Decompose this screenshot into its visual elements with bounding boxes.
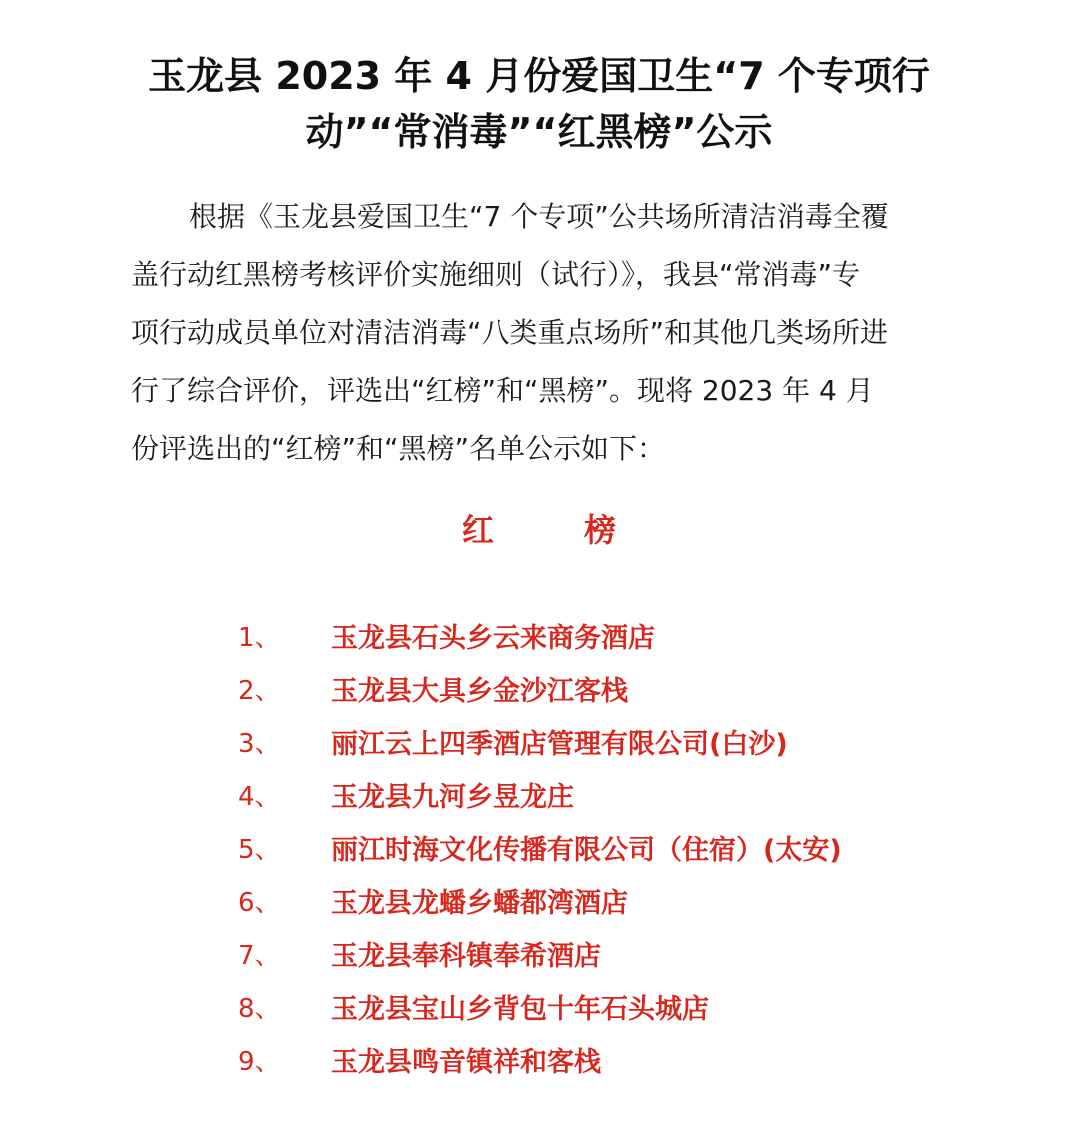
- title-line-1: 玉龙县 2023 年 4 月份爱国卫生“7 个专项行: [148, 54, 930, 98]
- list-item-name: 玉龙县奉科镇奉希酒店: [331, 941, 601, 972]
- list-item-number: 4、: [238, 782, 281, 812]
- list-item: [238, 983, 1038, 1036]
- red-list-heading-right: 榜: [584, 511, 617, 549]
- list-item-number: 7、: [238, 941, 281, 971]
- document-title: [0, 48, 1078, 160]
- list-item: [238, 665, 1038, 718]
- list-item-name: 丽江时海文化传播有限公司（住宿）(太安): [331, 835, 842, 866]
- intro-line-2: 盖行动红黑榜考核评价实施细则（试行）》，我县“常消毒”专: [131, 258, 861, 291]
- list-item: [238, 718, 1038, 771]
- list-item-name: 玉龙县九河乡昱龙庄: [331, 782, 574, 813]
- list-item-number: 8、: [238, 994, 281, 1024]
- intro-line-5: 份评选出的“红榜”和“黑榜”名单公示如下：: [131, 432, 666, 465]
- list-item: [238, 771, 1038, 824]
- red-list-heading-left: 红: [461, 511, 494, 549]
- title-line-2: 动”“常消毒”“红黑榜”公示: [305, 110, 773, 154]
- list-item-name: 丽江云上四季酒店管理有限公司(白沙): [331, 729, 788, 760]
- list-item-number: 2、: [238, 676, 281, 706]
- list-item: [238, 1036, 1038, 1089]
- list-item-number: 3、: [238, 729, 281, 759]
- list-item-name: 玉龙县龙蟠乡蟠都湾酒店: [331, 888, 628, 919]
- list-item-name: 玉龙县石头乡云来商务酒店: [331, 623, 655, 654]
- red-list: [238, 612, 1038, 1089]
- list-item-number: 9、: [238, 1047, 281, 1077]
- list-item: [238, 612, 1038, 665]
- list-item-number: 6、: [238, 888, 281, 918]
- list-item-number: 1、: [238, 623, 281, 653]
- intro-line-4: 行了综合评价，评选出“红榜”和“黑榜”。现将 2023 年 4 月: [131, 374, 874, 407]
- list-item-name: 玉龙县宝山乡背包十年石头城店: [331, 994, 709, 1025]
- list-item-name: 玉龙县鸣音镇祥和客栈: [331, 1047, 601, 1078]
- list-item: [238, 877, 1038, 930]
- list-item-name: 玉龙县大具乡金沙江客栈: [331, 676, 628, 707]
- list-item-number: 5、: [238, 835, 281, 865]
- list-item: [238, 930, 1038, 983]
- red-list-heading: [0, 505, 1078, 551]
- intro-line-1: 根据《玉龙县爱国卫生“7 个专项”公共场所清洁消毒全覆: [189, 200, 889, 233]
- list-item: [238, 824, 1038, 877]
- intro-line-3: 项行动成员单位对清洁消毒“八类重点场所”和其他几类场所进: [131, 316, 889, 349]
- intro-paragraph: [131, 188, 951, 478]
